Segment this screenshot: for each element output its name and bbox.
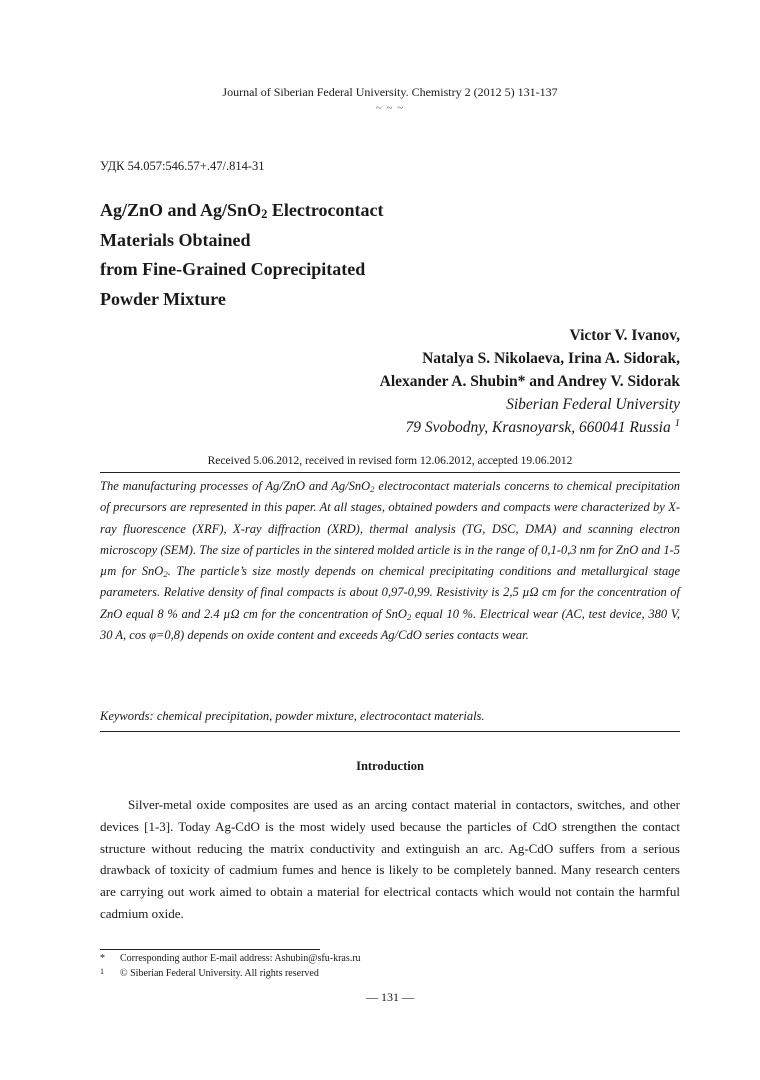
authors-line-2: Natalya S. Nikolaeva, Irina A. Sidorak, (422, 350, 680, 367)
page-number: — 131 — (366, 990, 414, 1004)
footnote-corresponding-author: * Corresponding author E-mail address: Ashubin@sfu-kras.ru (100, 953, 361, 964)
keywords-bottom-rule (100, 731, 680, 732)
authors-line-3: Alexander A. Shubin* and Andrey V. Sidorak (379, 373, 680, 390)
header-ornament: ~ ~ ~ (375, 102, 405, 114)
footnote-rule (100, 949, 320, 950)
section-heading-introduction: Introduction (356, 759, 424, 773)
title-line-1: Ag/ZnO and Ag/SnO$_2$ Electrocontact (100, 200, 384, 221)
article-title (100, 196, 384, 314)
received-dates: Received 5.06.2012, received in revised form 12.06.2012, accepted 19.06.2012 (207, 455, 573, 467)
introduction-paragraph: Silver-metal oxide composites are used as an arcing contact material in contactors, switches, and other devices [1-3]. Today Ag-CdO is the most widely used because the particles of CdO strengthen the contact structure without reducing the matrix conductivity and extinguish an arc. Ag-CdO suffers from a serious drawback of toxicity of cadmium fumes and hence is likely to be completely banned. Many research centers are carrying out work aimed to obtain a material for electrical contacts which would not contain the harmful cadmium oxide. (100, 797, 680, 921)
affiliation: Siberian Federal University (506, 396, 680, 413)
footnote-copyright: 1 © Siberian Federal University. All rights reserved (100, 967, 319, 979)
title-line-4: Powder Mixture (100, 288, 226, 309)
authors-line-1: Victor V. Ivanov, (569, 327, 680, 344)
journal-header: Journal of Siberian Federal University. Chemistry 2 (2012 5) 131-137 (222, 85, 558, 99)
address: 79 Svobodny, Krasnoyarsk, 660041 Russia $^1$ (405, 416, 680, 436)
keywords: Keywords: chemical precipitation, powder mixture, electrocontact materials. (100, 709, 485, 723)
title-line-2: Materials Obtained (100, 229, 251, 250)
udk-code: УДК 54.057:546.57+.47/.814-31 (100, 159, 265, 173)
abstract: The manufacturing processes of Ag/ZnO and Ag/SnO$_2$ electrocontact materials concerns to chemical precipitation of precursors are represented in this paper. At all stages, obtained powders and compacts were characterized by X-ray fluorescence (XRF), X-ray diffraction (XRD), thermal analysis (TG, DSC, DMA) and scanning electron microscopy (SEM). The size of particles in the sintered molded article is in the range of 0,1-0,3 nm for ZnO and 1-5 µm for SnO$_2$. The particle’s size mostly depends on chemical precipitating conditions and metallurgical stage parameters. Relative density of final compacts is about 0,97-0,99. Resistivity is 2,5 µΩ cm for the concentration of ZnO equal 8 % and 2.4 µΩ cm for the concentration of SnO$_2$ equal 10 %. Electrical wear (AC, test device, 380 V, 30 A, cos φ=0,8) depends on oxide content and exceeds Ag/CdO series contacts wear. (100, 479, 681, 643)
abstract-top-rule (100, 472, 680, 473)
author-block (380, 324, 680, 439)
title-line-3: from Fine-Grained Coprecipitated (100, 259, 366, 279)
